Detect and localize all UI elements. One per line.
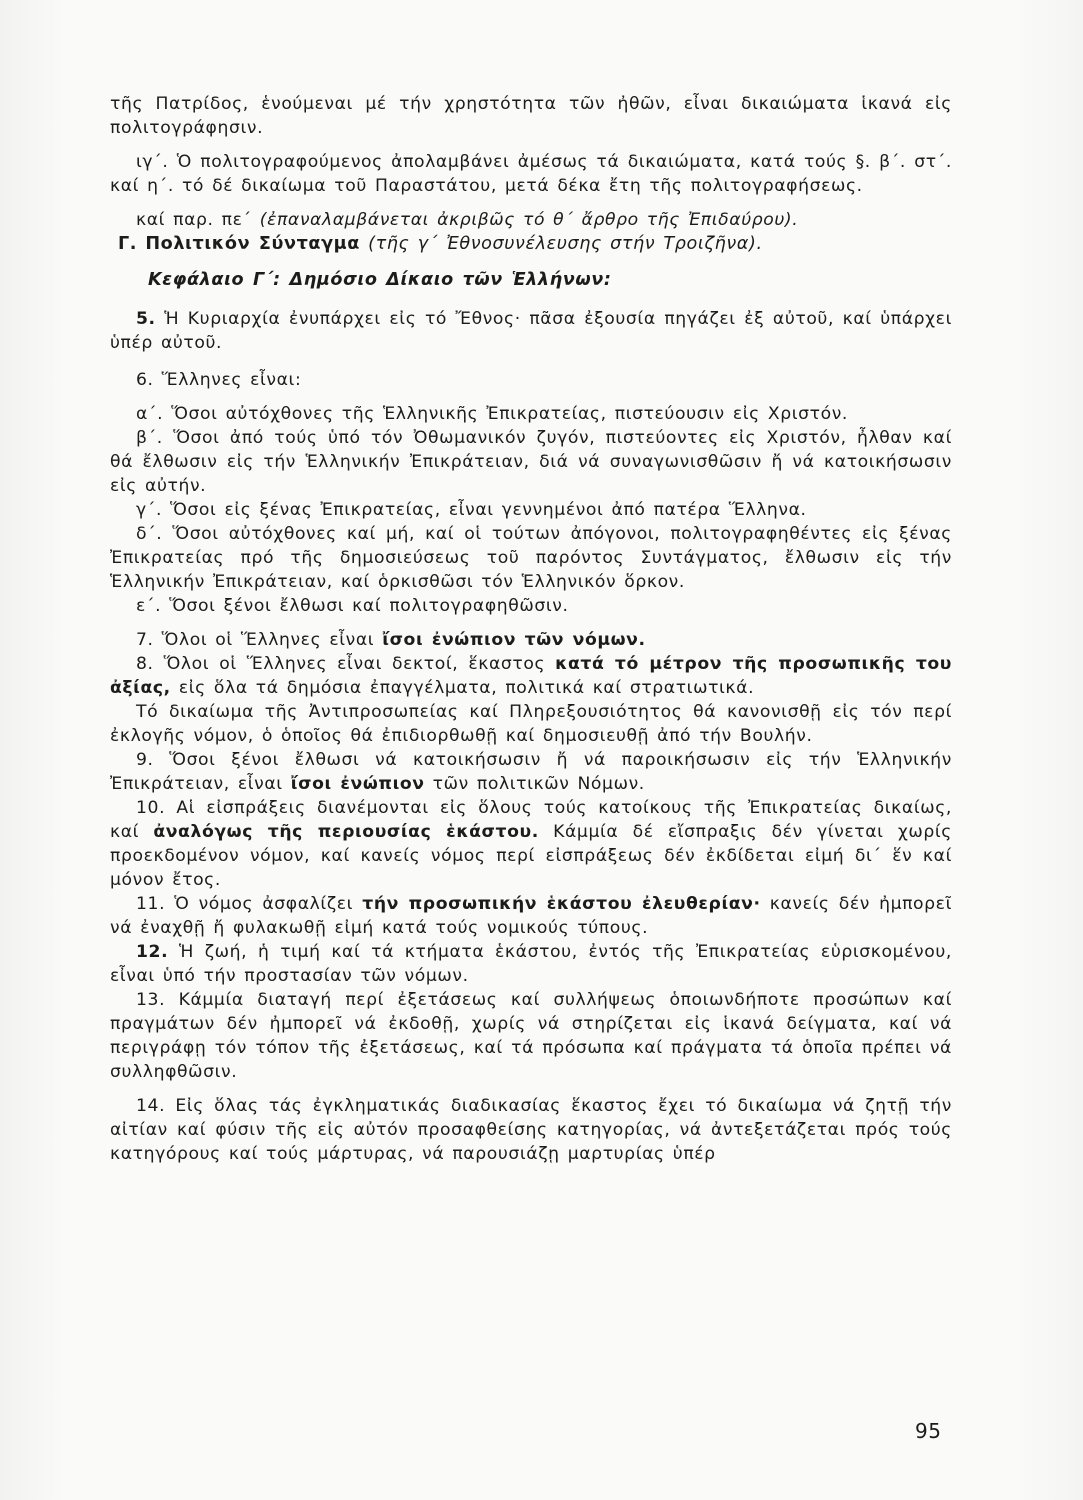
section-heading xyxy=(110,232,952,256)
article-6-epsilon: ε΄. Ὅσοι ξένοι ἔλθωσι καί πολιτογραφηθῶσιν. xyxy=(136,596,569,616)
article-8-paragraph-2: Τό δικαίωμα τῆς Ἀντιπροσωπείας καί Πληρεξουσιότητος θά κανονισθῇ εἰς τόν περί ἐκλογῆς νόμον, ὁ ὁποῖος θά ἐπιδιορθωθῇ καί δημοσιευθῇ ἀπό τήν Βουλήν. xyxy=(110,702,952,746)
article-8-emphasis: κατά τό μέτρον τῆς προσωπικῆς του ἀξίας, xyxy=(110,654,952,698)
article-11-text-start: 11. Ὁ νόμος ἀσφαλίζει xyxy=(136,894,354,914)
section-letter: Γ. xyxy=(118,234,138,254)
article-11 xyxy=(110,892,952,940)
article-5-text: Ἡ Κυριαρχία ἐνυπάρχει εἰς τό Ἔθνος· πᾶσα ἐξουσία πηγάζει ἐξ αὐτοῦ, καί ὑπάρχει ὑπέρ αὐτοῦ. xyxy=(110,309,952,353)
section-subtitle: (τῆς γ΄ Ἐθνοσυνέλευσης στήν Τροιζῆνα). xyxy=(368,234,763,254)
article-6-heading: 6. Ἕλληνες εἶναι: xyxy=(136,370,302,390)
article-5-number: 5. xyxy=(136,309,156,329)
article-9-text-end: τῶν πολιτικῶν Νόμων. xyxy=(432,774,645,794)
article-13: 13. Κάμμία διαταγή περί ἐξετάσεως καί συλλήψεως ὁποιωνδήποτε προσώπων καί πραγμάτων δέν ἠμπορεῖ νά ἐκδοθῇ, χωρίς νά στηρίζεται εἰς ἱκανά δείγματα, καί νά περιγράφῃ τόν τόπον τῆς ἐξετάσεως, καί τά πρόσωπα καί πράγματα τά ὁποῖα πρέπει νά συλληφθῶσιν. xyxy=(110,990,952,1082)
page-body xyxy=(110,92,952,1166)
section-title: Πολιτικόν Σύνταγμα xyxy=(145,234,360,254)
article-12-text: Ἡ ζωή, ἡ τιμή καί τά κτήματα ἑκάστου, ἐντός τῆς Ἐπικρατείας εὑρισκομένου, εἶναι ὑπό τήν προστασίαν τῶν νόμων. xyxy=(110,942,952,986)
intro-paragraph-85 xyxy=(110,208,952,232)
article-8-text-end: εἰς ὅλα τά δημόσια ἐπαγγέλματα, πολιτικά καί στρατιωτικά. xyxy=(178,678,755,698)
chapter-heading: Κεφάλαιο Γ΄: Δημόσιο Δίκαιο τῶν Ἑλλήνων: xyxy=(148,270,612,290)
article-11-emphasis: τήν προσωπικήν ἑκάστου ἐλευθερίαν· xyxy=(362,894,761,914)
article-5 xyxy=(110,307,952,355)
article-7 xyxy=(110,628,952,652)
article-9-emphasis: ἴσοι ἐνώπιον xyxy=(290,774,425,794)
article-6-delta: δ΄. Ὅσοι αὐτόχθονες καί μή, καί οἱ τούτων ἀπόγονοι, πολιτογραφηθέντες εἰς ξένας Ἐπικρατείας πρό τῆς δημοσιεύσεως τοῦ παρόντος Συντάγματος, ἔλθωσιν εἰς τήν Ἑλληνικήν Ἐπικράτειαν, καί ὁρκισθῶσι τόν Ἑλληνικόν ὅρκον. xyxy=(110,524,952,592)
article-14: 14. Εἰς ὅλας τάς ἐγκληματικάς διαδικασίας ἕκαστος ἔχει τό δικαίωμα νά ζητῇ τήν αἰτίαν καί φύσιν τῆς εἰς αὐτόν προσαφθείσης κατηγορίας, νά ἀντεξετάζεται πρός τούς κατηγόρους καί τούς μάρτυρας, νά παρουσιάζῃ μαρτυρίας ὑπέρ xyxy=(110,1096,952,1164)
page-number: 95 xyxy=(915,1419,942,1443)
article-7-text: 7. Ὅλοι οἱ Ἕλληνες εἶναι xyxy=(136,630,375,650)
article-6-beta: β΄. Ὅσοι ἀπό τούς ὑπό τόν Ὀθωμανικόν ζυγόν, πιστεύοντες εἰς Χριστόν, ἦλθαν καί θά ἔλθωσιν εἰς τήν Ἑλληνικήν Ἐπικράτειαν, διά νά συναγωνισθῶσιν ἤ νά κατοικήσωσιν εἰς αὐτήν. xyxy=(110,428,952,496)
article-8 xyxy=(110,652,952,700)
article-7-emphasis: ἴσοι ἐνώπιον τῶν νόμων. xyxy=(382,630,646,650)
article-9-text-start: 9. Ὅσοι ξένοι ἔλθωσι νά κατοικήσωσιν ἤ νά παροικήσωσιν εἰς τήν Ἑλληνικήν Ἐπικράτειαν, εἶναι xyxy=(110,750,952,794)
article-6-alpha: α΄. Ὅσοι αὐτόχθονες τῆς Ἑλληνικῆς Ἐπικρατείας, πιστεύουσιν εἰς Χριστόν. xyxy=(136,404,848,424)
article-12 xyxy=(110,940,952,988)
article-11-text-end: κανείς δέν ἠμπορεῖ νά ἐναχθῇ ἤ φυλακωθῇ εἰμή κατά τούς νομικούς τύπους. xyxy=(110,894,952,938)
intro-paragraph-article-13: ιγ΄. Ὁ πολιτογραφούμενος ἀπολαμβάνει ἀμέσως τά δικαιώματα, κατά τούς §. β΄. στ΄. καί η΄. τό δέ δικαίωμα τοῦ Παραστάτου, μετά δέκα ἔτη τῆς πολιτογραφήσεως. xyxy=(110,152,952,196)
article-8-text-start: 8. Ὅλοι οἱ Ἕλληνες εἶναι δεκτοί, ἕκαστος xyxy=(136,654,546,674)
paragraph-85-label: καί παρ. πε΄ xyxy=(136,210,252,230)
article-6-gamma: γ΄. Ὅσοι εἰς ξένας Ἐπικρατείας, εἶναι γεννημένοι ἀπό πατέρα Ἕλληνα. xyxy=(136,500,807,520)
article-9 xyxy=(110,748,952,796)
article-10-emphasis: ἀναλόγως τῆς περιουσίας ἑκάστου. xyxy=(153,822,539,842)
article-12-number: 12. xyxy=(136,942,169,962)
article-10 xyxy=(110,796,952,892)
intro-paragraph-1: τῆς Πατρίδος, ἑνούμεναι μέ τήν χρηστότητα τῶν ἠθῶν, εἶναι δικαιώματα ἱκανά εἰς πολιτογράφησιν. xyxy=(110,94,952,138)
article-10-text-start: 10. Αἱ εἰσπράξεις διανέμονται εἰς ὅλους τούς κατοίκους τῆς Ἐπικρατείας δικαίως, καί xyxy=(110,798,952,842)
article-10-text-end: Κάμμία δέ εἴσπραξις δέν γίνεται χωρίς προεκδομένον νόμον, καί κανείς νόμος περί εἰσπράξεως δέν ἐκδίδεται εἰμή δι΄ ἕν καί μόνον ἔτος. xyxy=(110,822,952,890)
paragraph-85-note: (ἐπαναλαμβάνεται ἀκριβῶς τό θ΄ ἄρθρο τῆς Ἐπιδαύρου). xyxy=(259,210,799,230)
